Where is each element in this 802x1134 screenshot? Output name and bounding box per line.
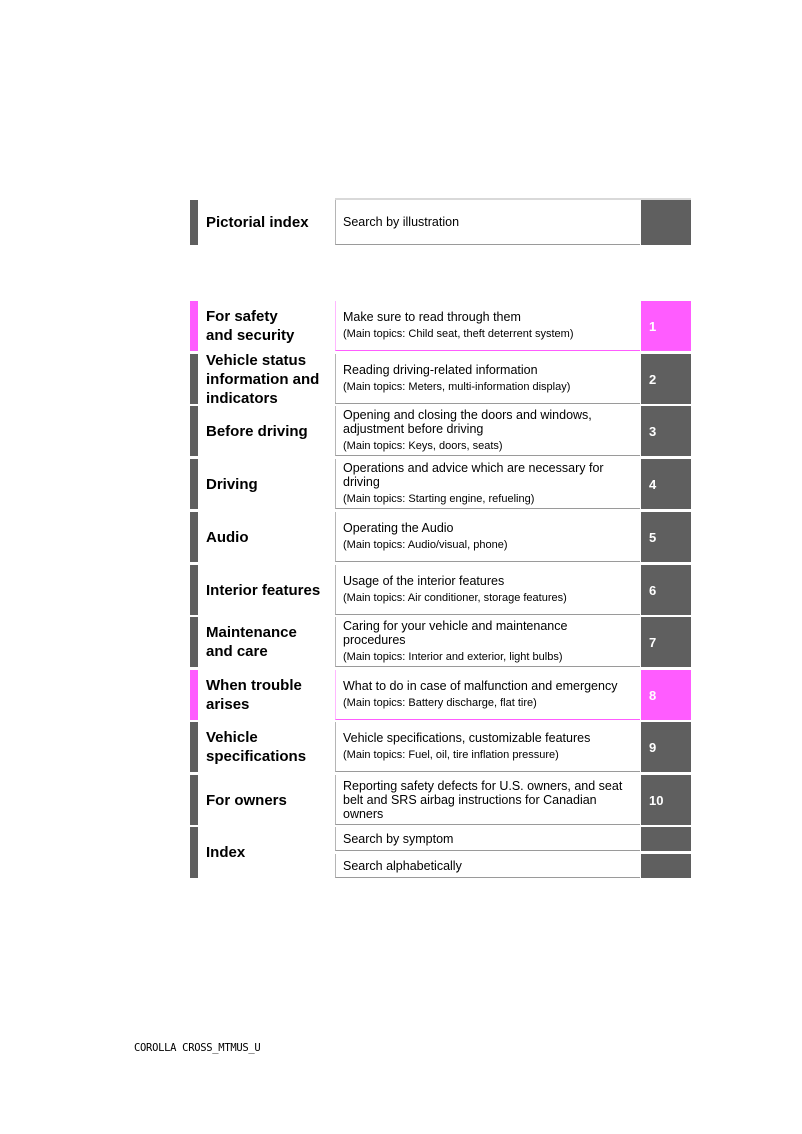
- section-title: Index: [206, 844, 246, 861]
- index-item-desc: [335, 827, 640, 851]
- section-title: Interior features: [206, 581, 321, 599]
- section-bar: [190, 617, 198, 667]
- section-title: Pictorial index: [206, 214, 309, 231]
- section-row[interactable]: [190, 512, 691, 562]
- section-bar: [190, 354, 198, 404]
- section-description: [335, 617, 640, 667]
- section-tab[interactable]: 2: [641, 354, 691, 404]
- section-row[interactable]: [190, 722, 691, 772]
- index-tab[interactable]: [641, 827, 691, 851]
- section-row[interactable]: [190, 301, 691, 351]
- section-title: Audio: [206, 528, 249, 546]
- section-title: Driving: [206, 475, 258, 493]
- section-title: When trouble arises: [206, 677, 302, 713]
- section-description: [335, 670, 640, 720]
- section-title: Maintenance and care: [206, 624, 297, 660]
- section-bar: [190, 722, 198, 772]
- document-footer: COROLLA CROSS_MTMUS_U: [134, 1042, 261, 1054]
- section-tab[interactable]: [641, 200, 691, 245]
- section-main-text: What to do in case of malfunction and emergency: [343, 679, 618, 693]
- section-row[interactable]: [190, 200, 691, 245]
- section-main-topics: (Main topics: Keys, doors, seats): [343, 440, 503, 452]
- section-bar: [190, 301, 198, 351]
- section-description: [335, 775, 640, 825]
- section-description: [335, 301, 640, 351]
- section-main-text: Operating the Audio: [343, 521, 454, 535]
- section-tab[interactable]: 1: [641, 301, 691, 351]
- index-item-label: Search by symptom: [343, 831, 454, 846]
- section-description: [335, 406, 640, 456]
- section-bar: [190, 670, 198, 720]
- section-description: [335, 459, 640, 509]
- section-description: [335, 565, 640, 615]
- section-main-topics: (Main topics: Battery discharge, flat tire): [343, 697, 537, 709]
- section-row[interactable]: [190, 351, 691, 407]
- section-main-topics: (Main topics: Starting engine, refueling): [343, 493, 535, 505]
- section-main-text: Usage of the interior features: [343, 574, 505, 588]
- section-tab[interactable]: 10: [641, 775, 691, 825]
- section-tab[interactable]: 9: [641, 722, 691, 772]
- index-item-alphabetical[interactable]: [335, 854, 691, 878]
- section-main-text: Operations and advice which are necessary for driving: [343, 461, 604, 489]
- section-bar: [190, 775, 198, 825]
- section-description: [335, 722, 640, 772]
- section-main-text: Reading driving-related information: [343, 363, 538, 377]
- section-main-text: Vehicle specifications, customizable features: [343, 731, 591, 745]
- section-main-topics: (Main topics: Interior and exterior, light bulbs): [343, 651, 563, 663]
- section-title: Vehicle specifications: [206, 729, 307, 765]
- section-main-topics: (Main topics: Air conditioner, storage features): [343, 592, 567, 604]
- section-title: Before driving: [206, 422, 308, 440]
- index-item-label: Search alphabetically: [343, 858, 462, 873]
- section-row[interactable]: [190, 775, 691, 825]
- section-tab[interactable]: 6: [641, 565, 691, 615]
- section-bar: [190, 406, 198, 456]
- section-tab[interactable]: 4: [641, 459, 691, 509]
- section-row[interactable]: [190, 617, 691, 667]
- section-row[interactable]: [190, 565, 691, 615]
- section-tab[interactable]: 3: [641, 406, 691, 456]
- section-main-topics: (Main topics: Child seat, theft deterrent system): [343, 328, 574, 340]
- section-main-text: Reporting safety defects for U.S. owners, and seat belt and SRS airbag instructions for Canadian owners: [343, 778, 623, 821]
- index-item-desc: [335, 854, 640, 878]
- section-main-text: Opening and closing the doors and windows, adjustment before driving: [343, 408, 592, 436]
- section-main-topics: (Main topics: Meters, multi-information display): [343, 381, 571, 393]
- section-index[interactable]: [190, 827, 691, 878]
- index-tab[interactable]: [641, 854, 691, 878]
- section-description: [335, 512, 640, 562]
- section-tab[interactable]: 5: [641, 512, 691, 562]
- section-description: [335, 354, 640, 404]
- section-main-topics: (Main topics: Fuel, oil, tire inflation pressure): [343, 749, 559, 761]
- section-row[interactable]: [190, 459, 691, 509]
- section-main-text: Caring for your vehicle and maintenance procedures: [343, 619, 568, 647]
- section-bar: [190, 512, 198, 562]
- section-bar: [190, 200, 198, 245]
- section-description: [335, 200, 640, 245]
- section-bar: [190, 827, 198, 878]
- section-tab[interactable]: 7: [641, 617, 691, 667]
- section-tab[interactable]: 8: [641, 670, 691, 720]
- index-item-symptom[interactable]: [335, 827, 691, 851]
- section-bar: [190, 459, 198, 509]
- section-main-text: Make sure to read through them: [343, 310, 521, 324]
- section-bar: [190, 565, 198, 615]
- section-row[interactable]: [190, 670, 691, 720]
- section-row[interactable]: [190, 406, 691, 456]
- section-title: For owners: [206, 791, 287, 809]
- section-main-topics: (Main topics: Audio/visual, phone): [343, 539, 508, 551]
- section-main-text: Search by illustration: [343, 215, 460, 229]
- section-title: For safety and security: [206, 308, 295, 344]
- section-title: Vehicle status information and indicators: [206, 351, 320, 407]
